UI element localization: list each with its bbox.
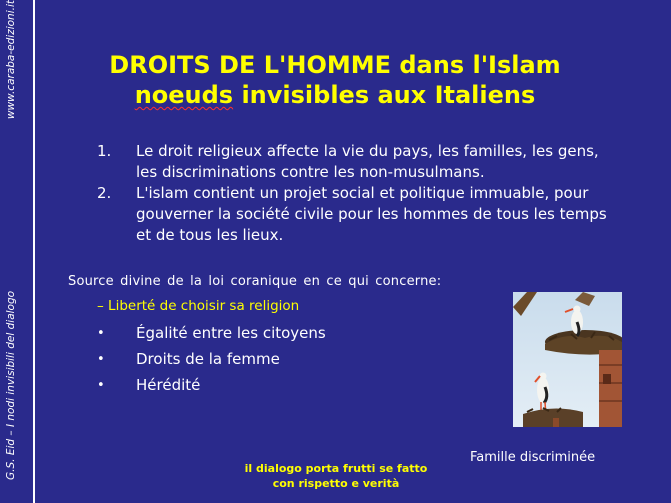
list-text: Le droit religieux affecte la vie du pays, les familles, les gens, les discriminations contre les non-musulmans. xyxy=(136,142,599,181)
bullet-text: Hérédité xyxy=(136,376,201,394)
bullet-item xyxy=(97,372,326,398)
sidebar-text xyxy=(5,0,17,480)
bullet-item xyxy=(97,346,326,372)
list-item xyxy=(97,183,622,246)
bullet-icon: • xyxy=(97,377,105,393)
list-number: 1. xyxy=(97,142,112,160)
list-number: 2. xyxy=(97,184,112,202)
list-text: L'islam contient un projet social et politique immuable, pour gouverner la société civile pour les hommes de tous les temps et de tous les lieux. xyxy=(136,184,607,244)
bullet-icon: • xyxy=(97,351,105,367)
slide-title xyxy=(55,50,615,110)
stork-nest-photo xyxy=(513,292,622,427)
title-line-2-rest: invisibles aux Italiens xyxy=(233,81,536,109)
bullet-text: Égalité entre les citoyens xyxy=(136,324,326,342)
title-word-misspelled: noeuds xyxy=(134,81,234,109)
sub-item: – Liberté de choisir sa religion xyxy=(97,298,300,314)
bullet-item xyxy=(97,320,326,346)
sidebar-author: G.S. Eid – I nodi invisibili del dialogo xyxy=(5,290,17,480)
footer-line-2: con rispetto e verità xyxy=(272,477,400,490)
source-heading: Source divine de la loi coranique en ce qui concerne: xyxy=(68,274,442,289)
photo-caption: Famille discriminée xyxy=(470,450,596,465)
sidebar-website[interactable]: www.caraba-edizioni.it xyxy=(5,0,17,120)
footer-line-1: il dialogo porta frutti se fatto xyxy=(244,462,428,475)
sidebar-divider xyxy=(33,0,35,503)
footer-note xyxy=(236,461,436,491)
list-item xyxy=(97,141,622,183)
bullet-text: Droits de la femme xyxy=(136,350,280,368)
bullet-list xyxy=(97,320,326,398)
title-line-1: DROITS DE L'HOMME dans l'Islam xyxy=(109,51,561,79)
bullet-icon: • xyxy=(97,325,105,341)
title-line-2 xyxy=(55,80,615,110)
numbered-list xyxy=(97,141,622,246)
